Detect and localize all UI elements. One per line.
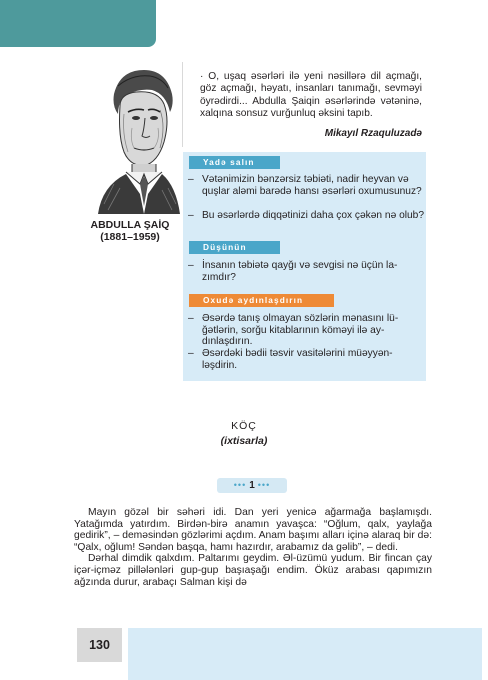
author-name: ABDULLA ŞAİQ — [90, 219, 170, 231]
question-item: – Bu əsərlərdə diqqətinizi daha çox çəkən nə olub? — [188, 210, 425, 221]
story-title: KÖÇ — [231, 420, 257, 432]
section-header-remember: Yadə salın — [189, 156, 280, 169]
bullet-dash: – — [188, 210, 194, 221]
section-header-clarify: Oxudə aydınlaşdırın — [189, 294, 334, 307]
story-paragraph: Dərhal dimdik qalxdım. Paltarımı geydim. Əl-üzümü yudum. Bir fincan çay içər-içməz pillələnləri gup-gup başıaşağı endim. Öküz arabası qapımızın ağzında durur, arabaçı Salman kişi də — [74, 553, 432, 588]
dots-decoration: ••• — [257, 480, 271, 490]
question-item: – Əsərdəki bədii təsvir vasitələrini müəyyənləşdirin. — [188, 348, 393, 371]
author-caption — [70, 219, 190, 243]
story-paragraph: Mayın gözəl bir səhəri idi. Dan yeri yenicə ağarmağa başlamışdı. Yatağımda yatırdım. Birdən-birə anamın yavaşca: “Oğlum, qalx, yaylağa gedirik”, – deməsindən gözlərimi açdım. Anam başımı alları içinə alaraq bir də: “Qalx, oğlum! Səndən başqa, hamı hazırdır, arabamız da gəlib”, – dedi. — [74, 507, 432, 553]
bullet-dash: – — [188, 348, 194, 359]
question-item: – Əsərdə tanış olmayan sözlərin mənasını lüğətlərin, sorğu kitablarının köməyi ilə aydınlaşdırın. — [188, 313, 399, 348]
question-item: – Vətənimizin bənzərsiz təbiəti, nadir heyvan və quşlar aləmi barədə hansı əsərləri oxumusunuz? — [188, 174, 422, 197]
question-item: – İnsanın təbiətə qayğı və sevgisi nə üçün lazımdır? — [188, 260, 398, 283]
footer-bar — [128, 628, 482, 680]
story-subtitle: (ixtisarla) — [220, 435, 268, 447]
bullet-dash: – — [188, 260, 194, 271]
section-number: 1 — [249, 480, 255, 491]
story-body — [74, 507, 432, 588]
author-years: (1881–1959) — [100, 231, 160, 243]
author-portrait — [92, 64, 186, 214]
bullet-dash: – — [188, 174, 194, 185]
page-number: 130 — [89, 638, 110, 652]
chapter-tab — [0, 0, 156, 47]
section-number-marker — [217, 478, 287, 493]
bullet-dash: – — [188, 313, 194, 324]
dots-decoration: ••• — [233, 480, 247, 490]
quote-author: Mikayıl Rzaquluzadə — [324, 128, 422, 139]
quote-text: · O, uşaq əsərləri ilə yeni nəsillərə dil açmağı, göz açmağı, həyatı, insanları tanımağı, sevməyi öyrədirdi... Abdulla Şaiqin əsərlərində vətəninə, xalqına sonsuz vurğunluq əksini tapıb. — [200, 71, 422, 120]
section-header-think: Düşünün — [189, 241, 280, 254]
